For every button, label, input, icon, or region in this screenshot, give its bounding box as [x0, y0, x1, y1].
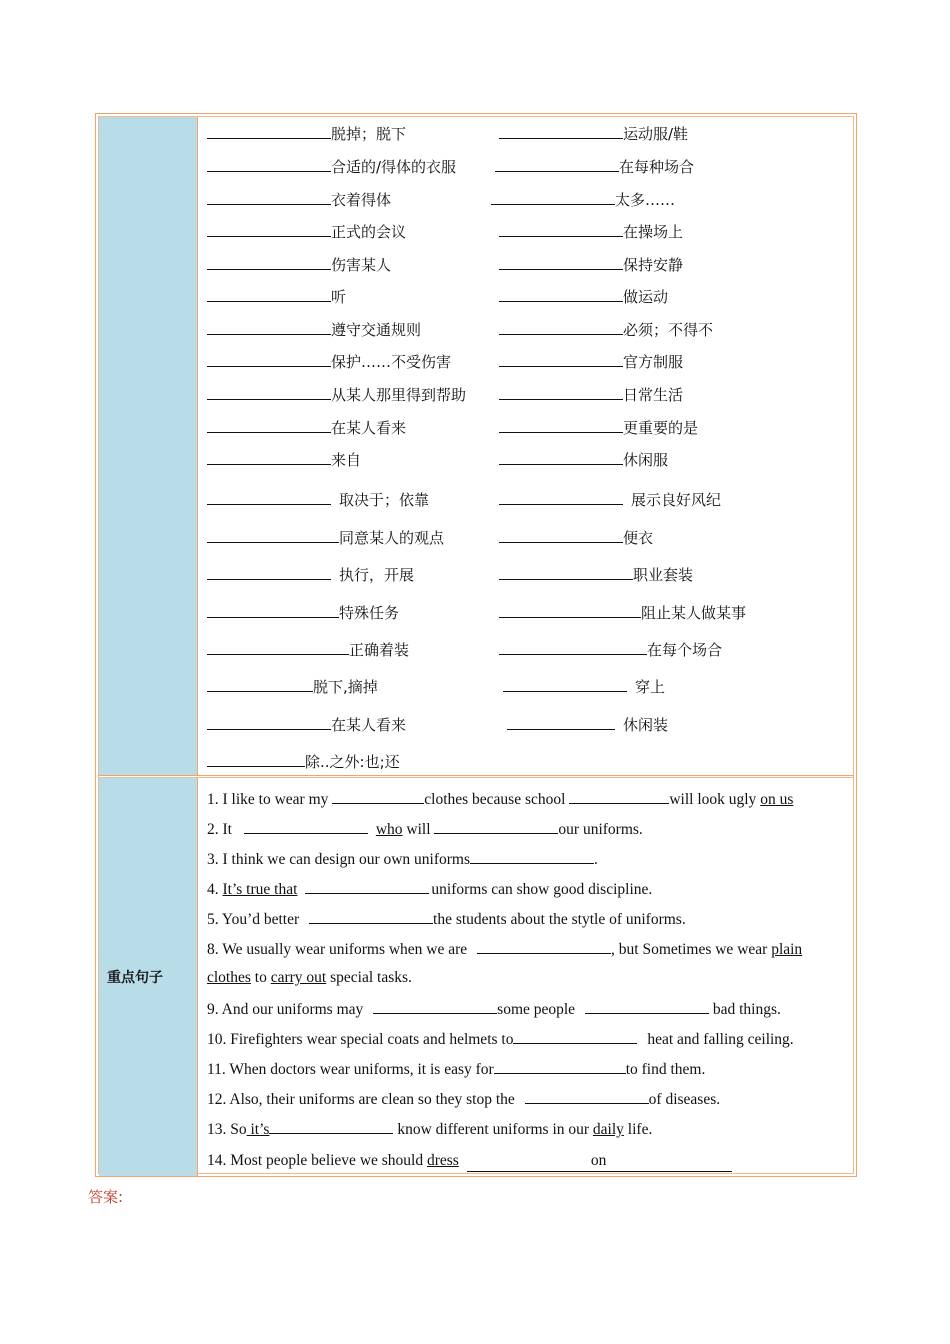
vocab-meaning: 展示良好风纪: [631, 491, 722, 509]
fill-blank[interactable]: [585, 998, 709, 1014]
sentence-4: [207, 878, 652, 900]
sentence-text: know different uniforms in our: [393, 1121, 593, 1138]
vocab-meaning: 日常生活: [623, 386, 684, 404]
fill-blank[interactable]: [499, 319, 623, 335]
vocab-meaning: 合适的/得体的衣服: [331, 158, 457, 176]
fill-blank[interactable]: [244, 818, 368, 834]
fill-blank[interactable]: [494, 1058, 626, 1074]
sentence-3: [207, 848, 598, 870]
fill-blank[interactable]: [499, 602, 641, 618]
fill-blank-with-on[interactable]: [467, 1151, 733, 1172]
sentence-text: uniforms can show good discipline.: [431, 881, 653, 898]
fill-blank[interactable]: [269, 1118, 393, 1134]
fill-blank[interactable]: [434, 818, 558, 834]
sentence-5: [207, 908, 686, 930]
fill-blank[interactable]: [207, 123, 331, 139]
vocab-item-right: [503, 676, 665, 698]
sentence-text: the students about the stytle of uniforms.: [433, 911, 686, 928]
vocab-meaning: 正确着装: [349, 641, 410, 659]
sentence-text: will: [402, 821, 435, 838]
fill-blank[interactable]: [207, 676, 313, 692]
vocab-meaning: 保护……不受伤害: [331, 353, 452, 371]
vocab-item-right: [499, 254, 683, 276]
fill-blank[interactable]: [499, 123, 623, 139]
fill-blank[interactable]: [477, 938, 611, 954]
vocab-item-left: [207, 527, 444, 549]
vocab-meaning: 取决于；依靠: [339, 491, 430, 509]
sentence-text: our uniforms.: [558, 821, 643, 838]
fill-blank[interactable]: [499, 527, 623, 543]
fill-blank[interactable]: [499, 639, 647, 655]
vocab-meaning: 衣着得体: [331, 191, 392, 209]
fill-blank[interactable]: [207, 564, 331, 580]
sentence-text: 8. We usually wear uniforms when we are: [207, 941, 472, 958]
vocab-item-right: [499, 527, 653, 549]
fill-blank[interactable]: [207, 221, 331, 237]
vocab-item-left: [207, 286, 346, 308]
vocab-item-left: [207, 319, 421, 341]
fill-blank[interactable]: [207, 714, 331, 730]
fill-blank[interactable]: [207, 602, 339, 618]
answer-label: 答案:: [88, 1188, 124, 1206]
fill-blank[interactable]: [207, 286, 331, 302]
sentence-text: , but Sometimes we wear: [611, 941, 772, 958]
fill-blank[interactable]: [305, 878, 429, 894]
vocab-meaning: 除..之外:也;还: [305, 753, 400, 771]
sentence-text: to find them.: [625, 1061, 706, 1078]
vocab-item-left: [207, 123, 406, 145]
vocab-item-left: [207, 639, 409, 661]
fill-blank[interactable]: [499, 351, 623, 367]
sentence-12: [207, 1088, 720, 1110]
underlined-phrase: carry out: [270, 969, 327, 986]
sentence-text: 9. And our uniforms may: [207, 1001, 368, 1018]
vocab-label-cell: [99, 117, 198, 775]
sentence-1: [207, 788, 793, 810]
fill-blank[interactable]: [499, 286, 623, 302]
fill-blank[interactable]: [207, 254, 331, 270]
fill-blank[interactable]: [207, 489, 331, 505]
vocab-item-right: [499, 351, 683, 373]
vocab-meaning: 在某人看来: [331, 716, 407, 734]
vocab-section: [207, 117, 853, 775]
sentence-11: [207, 1058, 705, 1080]
vocab-item-right: [499, 123, 688, 145]
sentence-text: 1. I like to wear my: [207, 791, 333, 808]
vocab-meaning: 穿上: [635, 678, 666, 696]
vocab-meaning: 便衣: [623, 529, 654, 547]
sentence-text: 5. You’d better: [207, 911, 304, 928]
vocab-item-right: [499, 489, 721, 511]
vocab-item-right: [499, 639, 722, 661]
vocab-item-left: [207, 254, 391, 276]
vocab-meaning: 来自: [331, 451, 362, 469]
underlined-phrase: It’s true that: [222, 881, 298, 898]
vocab-meaning: 必须；不得不: [623, 321, 714, 339]
worksheet-table-inner: [98, 116, 854, 1174]
sentence-8: [207, 938, 802, 960]
fill-blank[interactable]: [309, 908, 433, 924]
sentence-text: 14. Most people believe we should: [207, 1152, 427, 1169]
vocab-meaning: 更重要的是: [623, 419, 699, 437]
vocab-item-left: [207, 489, 429, 511]
vocab-meaning: 脱下,摘掉: [313, 678, 378, 696]
vocab-meaning: 运动服/鞋: [623, 125, 689, 143]
underlined-phrase: plain: [771, 941, 803, 958]
vocab-meaning: 执行，开展: [339, 566, 415, 584]
fill-blank[interactable]: [207, 527, 339, 543]
fill-blank[interactable]: [470, 848, 594, 864]
vocab-item-right: [499, 286, 668, 308]
section-label: 重点句子: [107, 970, 163, 986]
vocab-item-left: [207, 602, 399, 624]
sentence-8-continued: [207, 968, 412, 988]
vocab-item-left: [207, 384, 466, 406]
vocab-item-left: [207, 189, 391, 211]
sentence-text: special tasks.: [326, 969, 412, 986]
vocab-item-left: [207, 156, 456, 178]
vocab-meaning: 休闲服: [623, 451, 669, 469]
sentence-14: [207, 1151, 732, 1172]
fill-blank[interactable]: [207, 751, 305, 767]
vocab-meaning: 遵守交通规则: [331, 321, 422, 339]
worksheet-table: [95, 113, 857, 1177]
vocab-meaning: 做运动: [623, 288, 669, 306]
vocab-meaning: 职业套装: [633, 566, 694, 584]
fill-blank[interactable]: [507, 714, 615, 730]
sentence-text: life.: [623, 1121, 653, 1138]
sentence-text: 2. It: [207, 821, 236, 838]
fill-blank[interactable]: [499, 221, 623, 237]
vocab-item-right: [499, 564, 693, 586]
underlined-phrase: clothes: [207, 969, 251, 986]
fill-blank[interactable]: [569, 788, 669, 804]
sentence-text: 10. Firefighters wear special coats and helmets to: [207, 1031, 514, 1048]
underlined-phrase: it’s: [246, 1121, 270, 1138]
fill-blank[interactable]: [207, 319, 331, 335]
sentence-text: some people: [497, 1001, 579, 1018]
vocab-item-right: [499, 384, 683, 406]
sentence-text: 11. When doctors wear uniforms, it is easy for: [207, 1061, 494, 1078]
sentence-text: .: [594, 851, 598, 868]
fill-blank[interactable]: [499, 417, 623, 433]
sentence-text: 13. So: [207, 1121, 247, 1138]
vocab-item-left: [207, 221, 406, 243]
sentence-text: 12. Also, their uniforms are clean so they stop the: [207, 1091, 519, 1108]
vocab-item-left: [207, 449, 361, 471]
sentence-text: bad things.: [708, 1001, 781, 1018]
fill-blank[interactable]: [207, 384, 331, 400]
sentence-10: [207, 1028, 794, 1050]
vocab-meaning: 官方制服: [623, 353, 684, 371]
vocab-item-right: [499, 602, 746, 624]
sentence-text: 4.: [207, 881, 223, 898]
vocab-meaning: 脱掉；脱下: [331, 125, 407, 143]
sentence-text: clothes because school: [424, 791, 570, 808]
vocab-meaning: 保持安静: [623, 256, 684, 274]
vocab-meaning: 从某人那里得到帮助: [331, 386, 467, 404]
sentence-text: to: [250, 969, 271, 986]
underlined-phrase: who: [375, 821, 403, 838]
fill-blank[interactable]: [207, 351, 331, 367]
vocab-item-left: [207, 417, 406, 439]
vocab-meaning: 在每个场合: [647, 641, 723, 659]
vocab-item-right: [491, 189, 675, 211]
fill-blank[interactable]: [513, 1028, 637, 1044]
fill-blank[interactable]: [207, 639, 349, 655]
fill-blank[interactable]: [207, 449, 331, 465]
vocab-item-right: [499, 221, 683, 243]
fill-blank[interactable]: [499, 564, 633, 580]
vocab-item-left: [207, 714, 406, 736]
sentence-text: on: [590, 1152, 607, 1169]
vocab-meaning: 阻止某人做某事: [641, 604, 747, 622]
sentence-text: heat and falling ceiling.: [643, 1031, 794, 1048]
vocab-meaning: 特殊任务: [339, 604, 400, 622]
fill-blank[interactable]: [495, 156, 619, 172]
vocab-meaning: 正式的会议: [331, 223, 407, 241]
vocab-meaning: 在某人看来: [331, 419, 407, 437]
sentence-9: [207, 998, 781, 1020]
fill-blank[interactable]: [499, 449, 623, 465]
underlined-phrase: daily: [592, 1121, 624, 1138]
fill-blank[interactable]: [499, 489, 623, 505]
vocab-meaning: 休闲装: [623, 716, 669, 734]
vocab-meaning: 在每种场合: [619, 158, 695, 176]
fill-blank[interactable]: [207, 156, 331, 172]
sentence-section: [207, 778, 853, 1176]
fill-blank[interactable]: [499, 254, 623, 270]
sentence-13: [207, 1118, 652, 1140]
fill-blank[interactable]: [207, 417, 331, 433]
vocab-item-left: [207, 751, 400, 773]
vocab-meaning: 听: [331, 288, 347, 306]
fill-blank[interactable]: [332, 788, 424, 804]
vocab-item-left: [207, 676, 378, 698]
vocab-item-left: [207, 351, 451, 373]
vocab-meaning: 同意某人的观点: [339, 529, 445, 547]
vocab-item-right: [499, 417, 698, 439]
sentence-label-cell: [99, 778, 198, 1176]
fill-blank[interactable]: [499, 384, 623, 400]
sentence-text: 3. I think we can design our own uniforms: [207, 851, 471, 868]
sentence-text: will look ugly: [669, 791, 761, 808]
fill-blank[interactable]: [373, 998, 497, 1014]
underlined-phrase: on us: [760, 791, 794, 808]
fill-blank[interactable]: [207, 189, 331, 205]
sentence-2: [207, 818, 643, 840]
fill-blank[interactable]: [491, 189, 615, 205]
vocab-item-right: [507, 714, 668, 736]
vocab-item-left: [207, 564, 414, 586]
vocab-meaning: 在操场上: [623, 223, 684, 241]
underlined-phrase: dress: [426, 1152, 459, 1169]
vocab-meaning: 伤害某人: [331, 256, 392, 274]
vocab-item-right: [495, 156, 694, 178]
sentence-text: of diseases.: [648, 1091, 721, 1108]
vocab-item-right: [499, 319, 713, 341]
vocab-meaning: 太多……: [615, 191, 676, 209]
vocab-item-right: [499, 449, 668, 471]
fill-blank[interactable]: [503, 676, 627, 692]
fill-blank[interactable]: [525, 1088, 649, 1104]
